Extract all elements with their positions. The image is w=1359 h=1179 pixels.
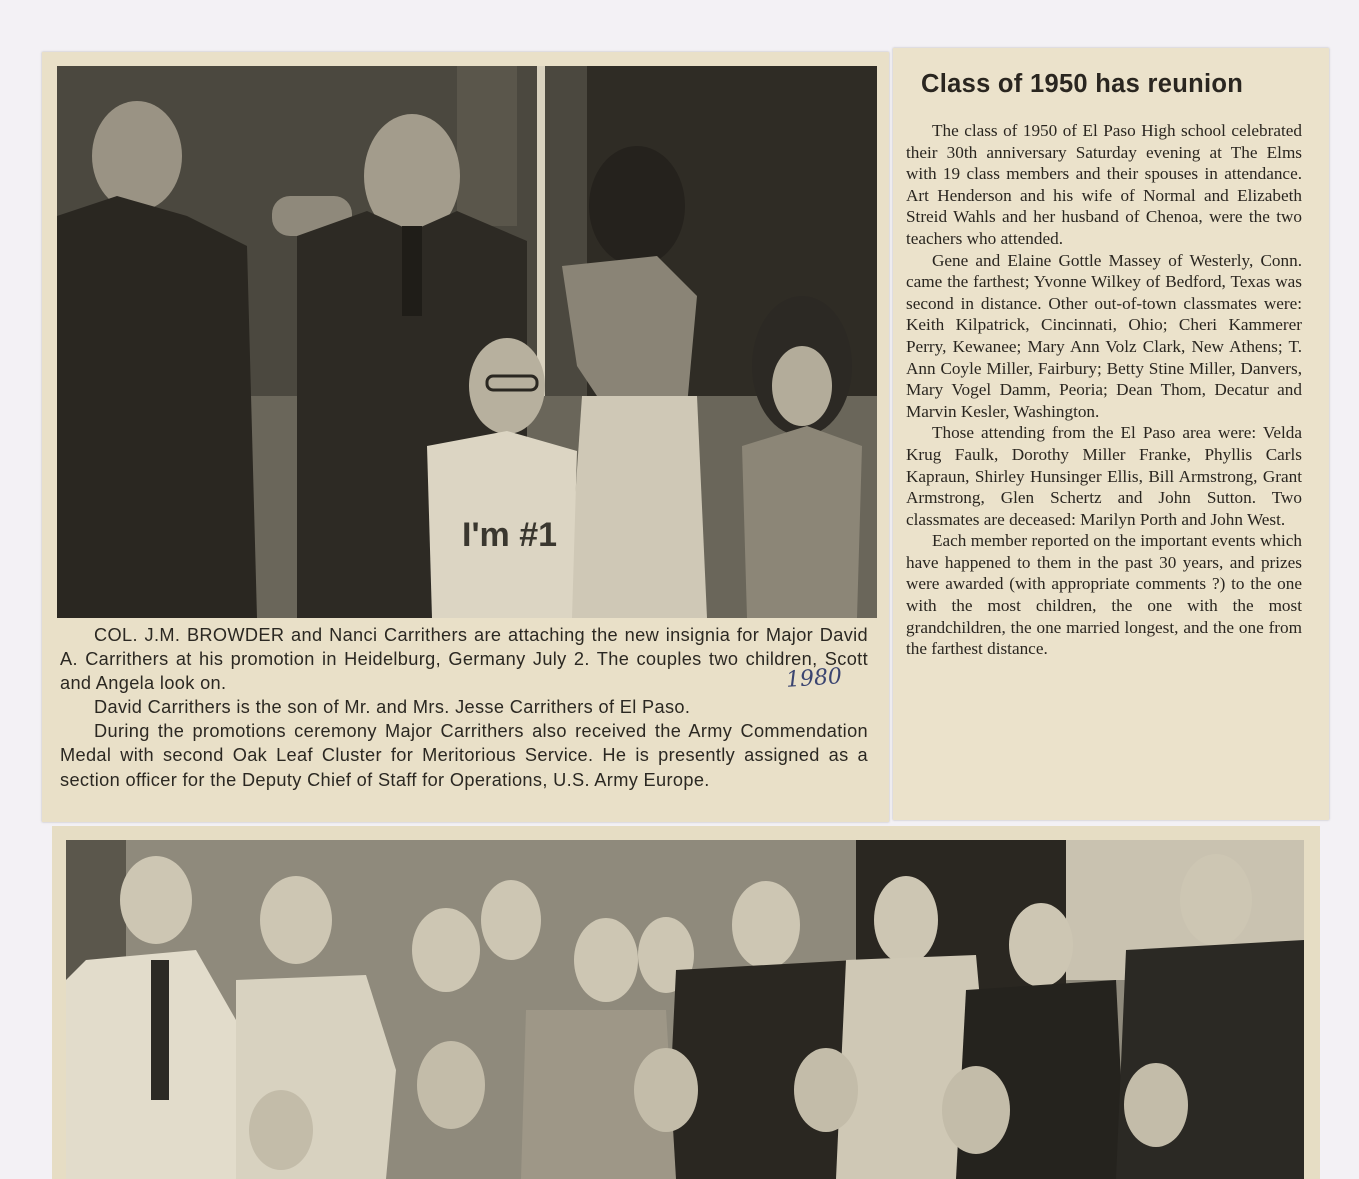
photo-caption bbox=[60, 623, 868, 792]
article-paragraph: Those attending from the El Paso area were: Velda Krug Faulk, Dorothy Miller Franke, Phyllis Carls Kapraun, Shirley Hunsinger Ellis, Bill Armstrong, Grant Armstrong, Glen Schertz and John Sutton. Two classmates are deceased: Marilyn Porth and John West. bbox=[906, 423, 1302, 529]
article-paragraph: Each member reported on the important events which have happened to them in the past 30 years, and prizes were awarded (with appropriate comments ?) to the one with the most children, the one with the most grandchildren, the one married longest, and the one from the farthest distance. bbox=[906, 531, 1302, 659]
caption-paragraph: During the promotions ceremony Major Carrithers also received the Army Commendation Medal with second Oak Leaf Cluster for Meritorious Service. He is presently assigned as a section officer for the Deputy Chief of Staff for Operations, U.S. Army Europe. bbox=[60, 721, 868, 790]
article-body bbox=[906, 120, 1302, 660]
article-headline: Class of 1950 has reunion bbox=[921, 70, 1244, 98]
shirt-logo: I'm #1 bbox=[462, 516, 558, 554]
reunion-group-photo bbox=[66, 840, 1304, 1179]
handwritten-year: 1980 bbox=[785, 664, 843, 693]
promotion-photo bbox=[57, 66, 877, 618]
caption-paragraph: David Carrithers is the son of Mr. and Mrs. Jesse Carrithers of El Paso. bbox=[94, 697, 691, 718]
caption-paragraph: COL. J.M. BROWDER and Nanci Carrithers are attaching the new insignia for Major David A. Carrithers at his promotion in Heidelburg, Germany July 2. The couples two children, Scott and Angela look on. bbox=[60, 625, 868, 694]
article-paragraph: Gene and Elaine Gottle Massey of Westerly, Conn. came the farthest; Yvonne Wilkey of Bedford, Texas was second in distance. Other out-of-town classmates were: Keith Kilpatrick, Cincinnati, Ohio; Cheri Kammerer Perry, Kewanee; Mary Ann Volz Clark, New Athens; T. Ann Coyle Miller, Fairbury; Betty Stine Miller, Danvers, Mary Vogel Damm, Peoria; Dean Thom, Decatur and Marvin Kesler, Washington. bbox=[906, 250, 1302, 421]
article-paragraph: The class of 1950 of El Paso High school celebrated their 30th anniversary Saturday evening at The Elms with 19 class members and their spouses in attendance. Art Henderson and his wife of Normal and Elizabeth Streid Wahls and her husband of Chenoa, were the two teachers who attended. bbox=[906, 121, 1302, 248]
